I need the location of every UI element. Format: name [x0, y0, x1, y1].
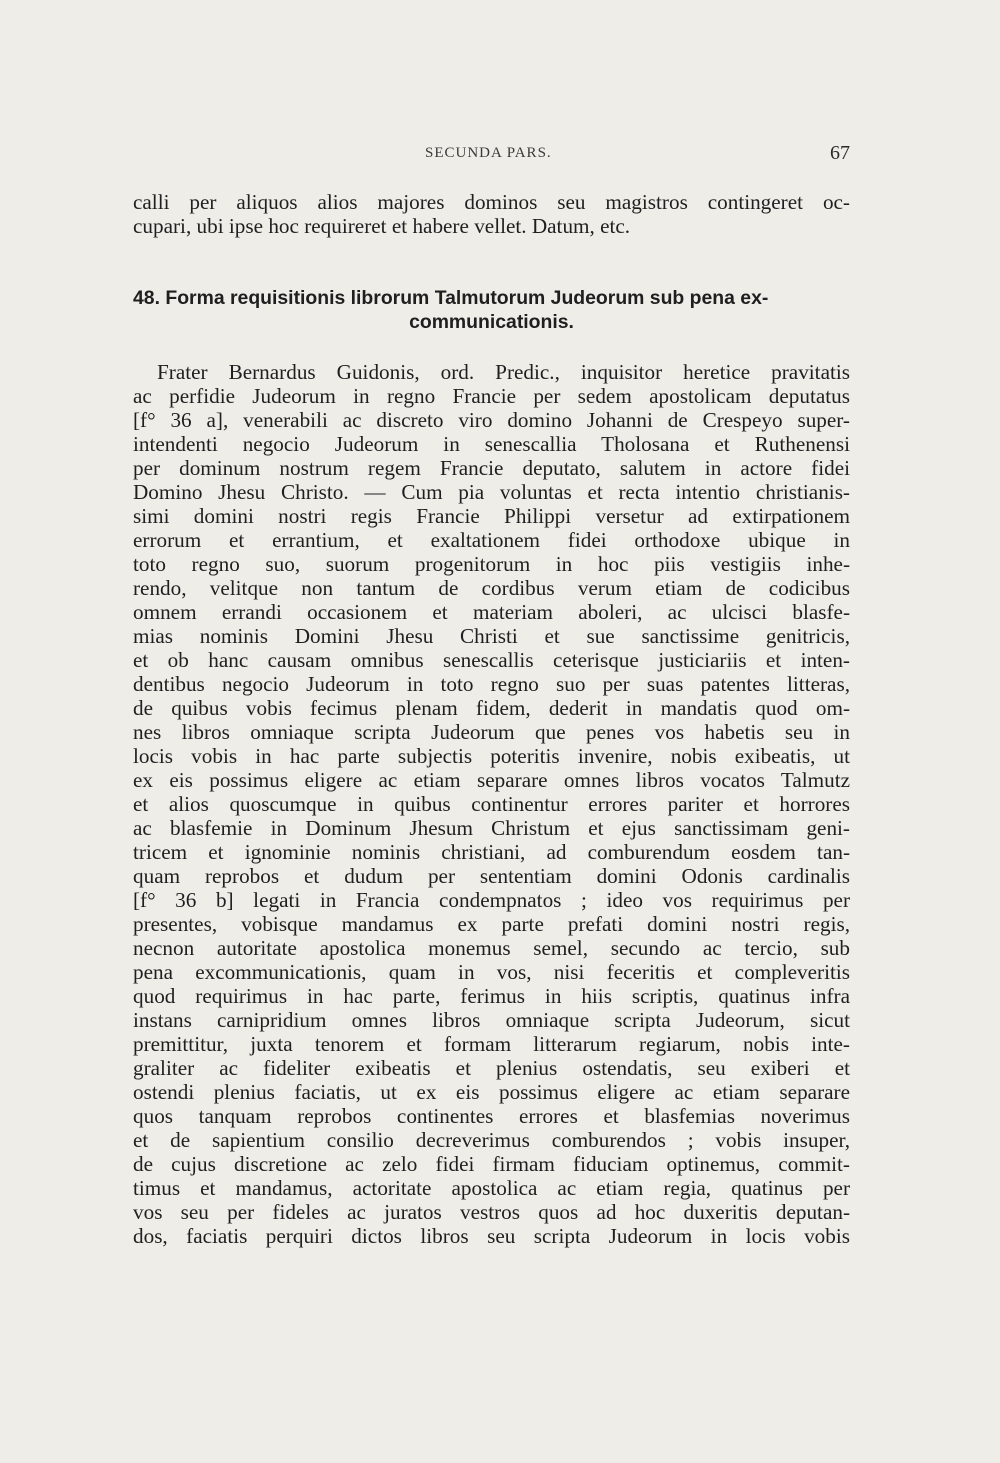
text-line: graliter ac fideliter exibeatis et plenius ostendatis, seu exiberi et — [133, 1056, 850, 1080]
text-line: de quibus vobis fecimus plenam fidem, dederit in mandatis quod om- — [133, 696, 850, 720]
text-line: per dominum nostrum regem Francie deputato, salutem in actore fidei — [133, 456, 850, 480]
text-line: nes libros omniaque scripta Judeorum que penes vos habetis seu in — [133, 720, 850, 744]
text-line: quos tanquam reprobos continentes errores et blasfemias noverimus — [133, 1104, 850, 1128]
text-line: Domino Jhesu Christo. — Cum pia voluntas et recta intentio christianis- — [133, 480, 850, 504]
text-line: locis vobis in hac parte subjectis poteritis invenire, nobis exibeatis, ut — [133, 744, 850, 768]
text-line: [f° 36 b] legati in Francia condempnatos ; ideo vos requirimus per — [133, 888, 850, 912]
page-text — [133, 190, 850, 1248]
text-line: instans carnipridium omnes libros omniaque scripta Judeorum, sicut — [133, 1008, 850, 1032]
text-line: timus et mandamus, actoritate apostolica ac etiam regia, quatinus per — [133, 1176, 850, 1200]
text-line: [f° 36 a], venerabili ac discreto viro domino Johanni de Crespeyo super- — [133, 408, 850, 432]
text-line: simi domini nostri regis Francie Philippi versetur ad extirpationem — [133, 504, 850, 528]
text-line: quam reprobos et dudum per sententiam domini Odonis cardinalis — [133, 864, 850, 888]
text-line: quod requirimus in hac parte, ferimus in hiis scriptis, quatinus infra — [133, 984, 850, 1008]
text-line: ostendi plenius faciatis, ut ex eis possimus eligere ac etiam separare — [133, 1080, 850, 1104]
text-line: pena excommunicationis, quam in vos, nisi feceritis et compleveritis — [133, 960, 850, 984]
text-line: vos seu per fideles ac juratos vestros quos ad hoc duxeritis deputan- — [133, 1200, 850, 1224]
text-line: cupari, ubi ipse hoc requireret et habere vellet. Datum, etc. — [133, 214, 631, 238]
text-line: toto regno suo, suorum progenitorum in hoc piis vestigiis inhe- — [133, 552, 850, 576]
section-heading-line: communicationis. — [409, 311, 574, 333]
text-line: presentes, vobisque mandamus ex parte prefati domini nostri regis, — [133, 912, 850, 936]
text-line: necnon autoritate apostolica monemus semel, secundo ac tercio, sub — [133, 936, 850, 960]
text-line: omnem errandi occasionem et materiam aboleri, ac ulcisci blasfe- — [133, 600, 850, 624]
text-line: premittitur, juxta tenorem et formam litterarum regiarum, nobis inte- — [133, 1032, 850, 1056]
running-title: SECUNDA PARS. — [425, 145, 552, 161]
text-line: ac perfidie Judeorum in regno Francie per sedem apostolicam deputatus — [133, 384, 850, 408]
text-line: et ob hanc causam omnibus senescallis ceterisque justiciariis et inten- — [133, 648, 850, 672]
paragraph-continuation — [133, 190, 850, 238]
section-heading-line: 48. Forma requisitionis librorum Talmutorum Judeorum sub pena ex- — [133, 287, 769, 309]
text-line: dos, faciatis perquiri dictos libros seu scripta Judeorum in locis vobis — [133, 1224, 850, 1248]
text-line: et de sapientium consilio decreverimus comburendos ; vobis insuper, — [133, 1128, 850, 1152]
text-line: mias nominis Domini Jhesu Christi et sue sanctissime genitricis, — [133, 624, 850, 648]
text-line: errorum et errantium, et exaltationem fidei orthodoxe ubique in — [133, 528, 850, 552]
text-line: Frater Bernardus Guidonis, ord. Predic., inquisitor heretice pravitatis — [157, 360, 850, 384]
text-line: dentibus negocio Judeorum in toto regno suo per suas patentes litteras, — [133, 672, 850, 696]
section-heading — [133, 286, 850, 334]
text-line: calli per aliquos alios majores dominos seu magistros contingeret oc- — [133, 190, 850, 214]
text-line: intendenti negocio Judeorum in senescallia Tholosana et Ruthenensi — [133, 432, 850, 456]
section-gap — [133, 238, 850, 286]
page-header — [135, 142, 850, 173]
page-number: 67 — [830, 142, 850, 164]
heading-gap — [133, 334, 850, 360]
text-line: ex eis possimus eligere ac etiam separare omnes libros vocatos Talmutz — [133, 768, 850, 792]
text-line: et alios quoscumque in quibus continentur errores pariter et horrores — [133, 792, 850, 816]
document-body-paragraph — [133, 360, 850, 1248]
text-line: de cujus discretione ac zelo fidei firmam fiduciam optinemus, commit- — [133, 1152, 850, 1176]
text-line: tricem et ignominie nominis christiani, ad comburendum eosdem tan- — [133, 840, 850, 864]
text-line: ac blasfemie in Dominum Jhesum Christum et ejus sanctissimam geni- — [133, 816, 850, 840]
text-line: rendo, velitque non tantum de cordibus verum etiam de codicibus — [133, 576, 850, 600]
